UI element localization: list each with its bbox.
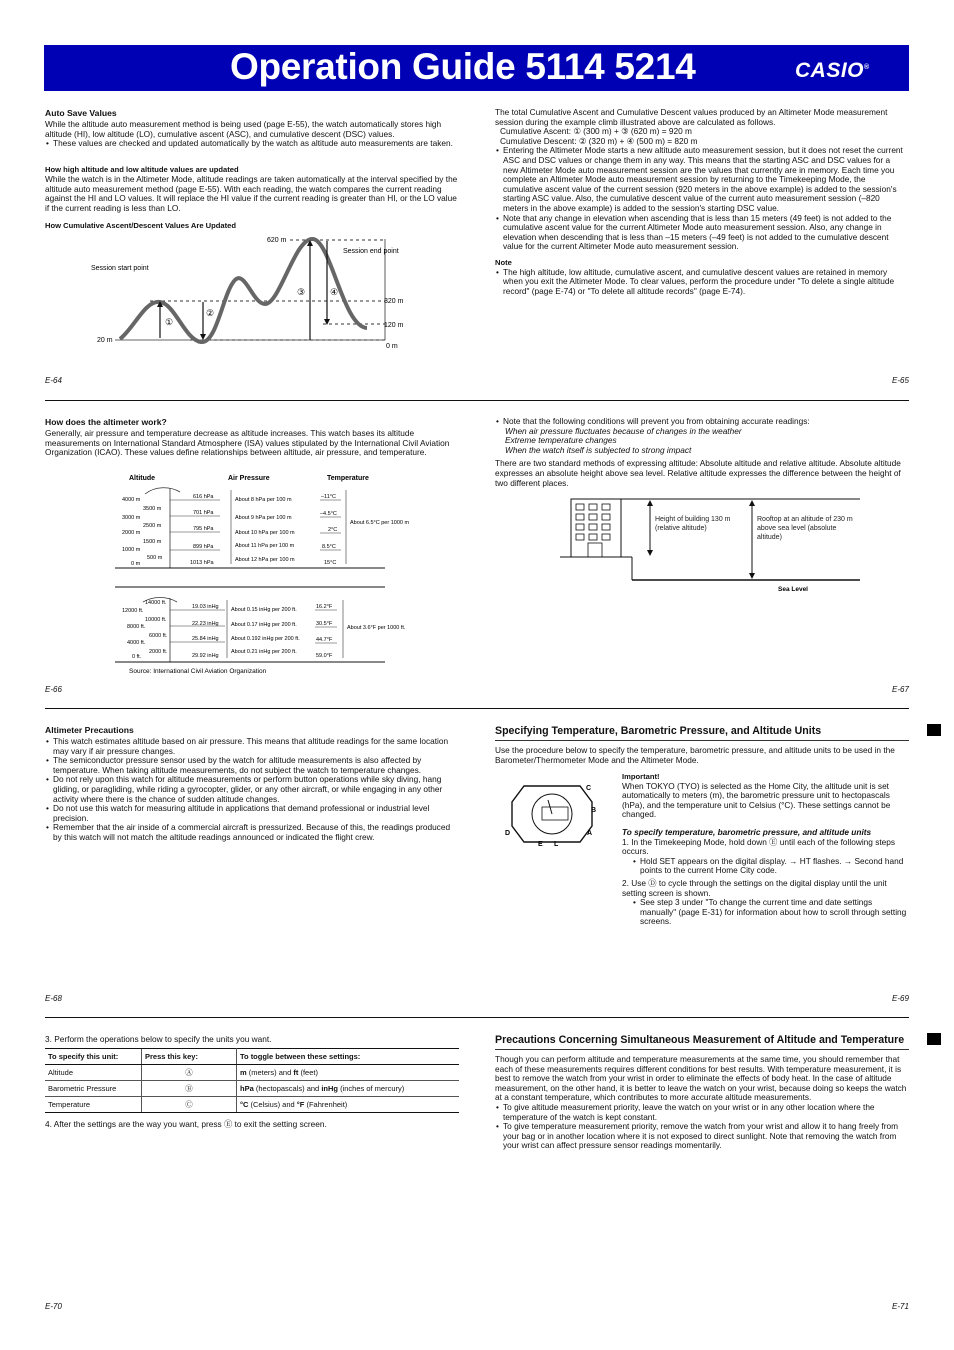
e65-bullet-3: • The high altitude, low altitude, cumulative ascent, and cumulative descent values are retained in memory when you exit the Altimeter Mode. To clear values, perform the procedure under "To delete a single altitude record" (page E-74) or "To delete all altitude records" (page E-74).	[503, 268, 907, 297]
row-unit: Altitude	[45, 1065, 142, 1081]
precautions-heading: Altimeter Precautions	[45, 725, 134, 735]
simultaneous-bullet-1: • To give altitude measurement priority, leave the watch on your wrist or in any other location where the temperature of the watch is kept constant.	[503, 1103, 907, 1122]
ft-alt-6000: 6000 ft.	[149, 633, 168, 639]
m-rate-9: About 9 hPa per 100 m	[235, 515, 292, 521]
specify-units-rule	[495, 740, 909, 741]
relative-arrowhead-bottom	[647, 550, 653, 556]
row-settings: hPa (hectopascals) and inHg (inches of mercury)	[237, 1081, 460, 1097]
th-settings: To toggle between these settings:	[237, 1049, 460, 1065]
e65-text	[495, 108, 907, 296]
precaution-4: • Do not use this watch for measuring altitude in applications that demand professional or industrial level precision.	[53, 804, 460, 823]
altimeter-work-text: Generally, air pressure and temperature decrease as altitude increases. This watch bases its altitude measurements on International Standard Atmosphere (ISA) values stipulated by the International Civil Aviation Organization (ICAO). These values define relationships between altitude, air pressure, and temperature.	[45, 428, 450, 458]
logo-reg: ®	[864, 64, 870, 71]
ft-temp-44: 44.7°F	[316, 637, 333, 643]
note-heading: Note	[495, 257, 512, 267]
section-tab-2	[927, 1033, 941, 1045]
condition-impact: When the watch itself is subjected to strong impact	[505, 444, 692, 455]
button-e-label: E	[538, 841, 543, 848]
m-hpa-1013: 1013 hPa	[190, 560, 214, 566]
auto-save-text	[45, 120, 460, 149]
label-circle-3: ③	[297, 287, 306, 297]
button-c-label: C	[586, 785, 592, 792]
step-1-detail: • Hold SET appears on the digital display. → HT flashes. → Second hand points to the current Home City code.	[640, 857, 908, 876]
cumulative-ascent-calc: Cumulative Ascent: ① (300 m) + ③ (620 m) = 920 m	[500, 126, 692, 137]
casio-logo	[795, 59, 870, 83]
page-number-e65: E-65	[892, 376, 909, 385]
page-title: Operation Guide 5114 5214	[230, 46, 696, 87]
ft-hg-19: 19.03 inHg	[192, 604, 219, 610]
label-620m: 620 m	[267, 237, 287, 244]
section-tab-1	[927, 724, 941, 736]
m-rate-12: About 12 hPa per 100 m	[235, 557, 295, 563]
ft-alt-0: 0 ft.	[132, 654, 142, 660]
col-altitude: Altitude	[129, 475, 156, 482]
ft-hg-29: 29.92 inHg	[192, 653, 219, 659]
m-temp-neg11: –11°C	[321, 494, 336, 500]
ft-alt-10000: 10000 ft.	[145, 617, 167, 623]
step-3: 3. Perform the operations below to specify the units you want.	[45, 1034, 272, 1044]
important-heading: Important!	[622, 772, 660, 781]
simultaneous-heading: Precautions Concerning Simultaneous Measurement of Altitude and Temperature	[495, 1034, 905, 1046]
important-box	[622, 772, 908, 927]
sea-level-label: Sea Level	[778, 586, 808, 593]
simultaneous-text	[495, 1055, 907, 1151]
step-4: 4. After the settings are the way you want, press Ⓔ to exit the setting screen.	[45, 1119, 327, 1129]
page-number-e70: E-70	[45, 1302, 62, 1311]
auto-save-para: While the altitude auto measurement method is being used (page E-55), the watch automatically stores high altitude (HI), low altitude (LO), cumulative ascent (ASC), and cumulative descent (DSC) values.	[45, 119, 442, 139]
ft-alt-8000: 8000 ft.	[127, 624, 146, 630]
specify-units-intro: Use the procedure below to specify the temperature, barometric pressure, and altitude units to be used in the Barometer/Thermometer Mode and the Altimeter Mode.	[495, 745, 895, 765]
absolute-arrowhead-top	[749, 500, 755, 506]
button-d-label: D	[505, 830, 511, 837]
m-alt-500: 500 m	[147, 555, 163, 561]
condition-weather: When air pressure fluctuates because of changes in the weather	[505, 425, 742, 436]
m-alt-2500: 2500 m	[143, 523, 162, 529]
absolute-label: Rooftop at an altitude of 230 m above sea level (absolute altitude)	[757, 516, 853, 541]
m-alt-0: 0 m	[131, 561, 141, 567]
relative-label-box	[655, 515, 750, 545]
ft-temp-30: 30.5°F	[316, 621, 333, 627]
e65-bullet-1: • Entering the Altimeter Mode starts a new altitude auto measurement session, but it does not reset the current ASC and DSC values or change them in any way. This means that the starting ASC and DSC values for a new Altimeter Mode auto measurement session are the values that currently are in memory. Each time you complete an Altimeter Mode auto measurement session by returning to the Timekeeping Mode, the cumulative ascent value of the current session (920 meters in the above example) is added to the session's starting ASC value. Also, the cumulative descent value of the current auto measurement session (–820 meters in the above example) is added to the session's starting DSC value.	[503, 146, 907, 213]
m-alt-4000: 4000 m	[122, 497, 141, 503]
step-1: 1. In the Timekeeping Mode, hold down Ⓔ until each of the following steps occurs.	[622, 836, 896, 857]
page-number-e69: E-69	[892, 994, 909, 1003]
row-key: Ⓑ	[142, 1081, 237, 1097]
col-temperature: Temperature	[327, 475, 369, 482]
ft-rate-015: About 0.15 inHg per 200 ft.	[231, 607, 297, 613]
button-b-label: B	[591, 807, 597, 814]
ft-rate-0192: About 0.192 inHg per 200 ft.	[231, 636, 300, 642]
top-curve-m	[145, 488, 180, 494]
source-note: Source: International Civil Aviation Organization	[129, 668, 267, 675]
ft-hg-22: 22.23 inHg	[192, 621, 219, 627]
altimeter-work-heading: How does the altimeter work?	[45, 417, 167, 427]
m-alt-1500: 1500 m	[143, 539, 162, 545]
label-20m: 20 m	[97, 337, 113, 344]
page-number-e66: E-66	[45, 685, 62, 694]
absolute-label-box	[757, 515, 857, 545]
precaution-1: • This watch estimates altitude based on air pressure. This means that altitude readings for the same location may vary if air pressure changes.	[53, 737, 460, 756]
label-0m: 0 m	[386, 343, 398, 350]
ft-temp-59: 59.0°F	[316, 653, 333, 659]
row-settings: °C (Celsius) and °F (Fahrenheit)	[237, 1097, 460, 1113]
divider-1	[45, 400, 909, 401]
m-hpa-701: 701 hPa	[193, 510, 214, 516]
cumulative-heading: How Cumulative Ascent/Descent Values Are Updated	[45, 221, 237, 230]
m-alt-3000: 3000 m	[122, 515, 141, 521]
altitude-methods-para: There are two standard methods of expressing altitude: Absolute altitude and relative altitude. Absolute altitude expresses an absolute height above sea level. Relative altitude expresses the difference between the height of two different places.	[495, 458, 901, 488]
table-row	[45, 1097, 459, 1113]
m-temp-2: 2°C	[328, 527, 338, 533]
page-number-e67: E-67	[892, 685, 909, 694]
page-number-e71: E-71	[892, 1302, 909, 1311]
simultaneous-bullet-2: • To give temperature measurement priority, remove the watch from your wrist and allow it to hang freely from your bag or in another location where it is not exposed to direct sunlight. Note that removing the watch from your wrist can affect pressure sensor readings momentarily.	[503, 1122, 907, 1151]
label-session-start: Session start point	[91, 265, 149, 272]
hi-lo-text: While the watch is in the Altimeter Mode, altitude readings are taken automatically at the interval specified by the altitude auto measurement method (page E-55). With each reading, the watch compares the current reading against the HI and LO values. It will replace the HI value if the current reading is greater than HI, or the LO value if the current reading is less than LO.	[45, 174, 458, 213]
e67-text	[495, 417, 907, 488]
step-2-detail: • See step 3 under "To change the current time and date settings manually" (page E-31) for information about how to scroll through setting screens.	[640, 898, 908, 927]
th-unit: To specify this unit:	[45, 1049, 142, 1065]
conditions-bullet: • Note that the following conditions will prevent you from obtaining accurate readings:	[503, 417, 907, 427]
ft-rate-017: About 0.17 inHg per 200 ft.	[231, 622, 297, 628]
ft-temp-rate: About 3.6°F per 1000 ft.	[347, 625, 406, 631]
specify-units-heading: Specifying Temperature, Barometric Pressure, and Altitude Units	[495, 725, 822, 737]
precautions-list	[45, 737, 460, 843]
m-alt-3500: 3500 m	[143, 506, 162, 512]
building-door	[588, 543, 602, 557]
col-air-pressure: Air Pressure	[228, 475, 270, 482]
page-number-e64: E-64	[45, 376, 62, 385]
altitude-climb-graph	[85, 232, 420, 350]
logo-text: CASIO	[795, 59, 865, 82]
m-rate-8: About 8 hPa per 100 m	[235, 497, 292, 503]
isa-table-graphic	[115, 470, 410, 680]
th-key: Press this key:	[142, 1049, 237, 1065]
watch-illustration	[502, 778, 602, 850]
hi-lo-heading: How high altitude and low altitude values are updated	[45, 165, 239, 174]
m-hpa-616: 616 hPa	[193, 494, 214, 500]
m-rate-10: About 10 hPa per 100 m	[235, 530, 295, 536]
procedure-heading: To specify temperature, barometric pressure, and altitude units	[622, 826, 872, 837]
row-settings: m (meters) and ft (feet)	[237, 1065, 460, 1081]
simultaneous-para: Though you can perform altitude and temperature measurements at the same time, you should remember that each of these measurements requires different conditions for best results. With temperature measurement, it is best to remove the watch from your wrist in order to eliminate the effects of body heat. In the case of altitude measurement, on the other hand, it is better to leave the watch on your wrist, because doing so keeps the watch at a constant temperature, which contributes to more accurate altitude measurements.	[495, 1054, 907, 1103]
units-table-header	[45, 1049, 459, 1065]
divider-2	[45, 708, 909, 709]
watch-display	[542, 807, 568, 820]
divider-3	[45, 1017, 909, 1018]
ft-rate-021: About 0.21 inHg per 200 ft.	[231, 649, 297, 655]
precaution-5: • Remember that the air inside of a commercial aircraft is pressurized. Because of this, the readings produced by this watch will not match the altitude readings announced or indicated the flight crew.	[53, 823, 460, 842]
m-alt-2000: 2000 m	[122, 530, 141, 536]
label-120m: 120 m	[384, 322, 404, 329]
building-outline	[571, 499, 621, 557]
row-unit: Temperature	[45, 1097, 142, 1113]
ft-hg-25: 25.84 inHg	[192, 636, 219, 642]
step-2: 2. Use Ⓓ to cycle through the settings on the digital display until the unit setting screen is shown.	[622, 877, 887, 898]
label-circle-1: ①	[165, 317, 174, 327]
simultaneous-rule	[495, 1049, 909, 1050]
header-banner	[44, 45, 909, 91]
m-temp-neg4: –4.5°C	[320, 511, 337, 517]
relative-label: Height of building 130 m (relative altitude)	[655, 516, 731, 532]
page-number-e68: E-68	[45, 994, 62, 1003]
e65-bullet-2: • Note that any change in elevation when ascending that is less than 15 meters (49 feet) is not added to the cumulative ascent value for the current Altimeter Mode auto measurement session. Also, any change in elevation when descending that is less than –15 meters (–49 feet) is not added to the cumulative descent value for the current Altimeter Mode auto measurement session.	[503, 214, 907, 252]
precaution-2: • The semiconductor pressure sensor used by the watch for altitude measurements is also affected by temperature. When taking altitude measurements, do not subject the watch to temperature changes.	[53, 756, 460, 775]
m-temp-8: 8.5°C	[322, 544, 336, 550]
label-session-end: Session end point	[343, 248, 399, 255]
row-key: Ⓒ	[142, 1097, 237, 1113]
auto-save-bullet: • These values are checked and updated automatically by the watch as altitude auto measurements are taken.	[53, 139, 460, 149]
table-row	[45, 1065, 459, 1081]
m-rate-11: About 11 hPa per 100 m	[235, 543, 295, 549]
row-unit: Barometric Pressure	[45, 1081, 142, 1097]
absolute-arrowhead-bottom	[749, 573, 755, 579]
important-text: When TOKYO (TYO) is selected as the Home City, the altitude unit is set automatically to meters (m), the barometric pressure unit to hectopascals (hPa), and the temperature unit to Celsius (°C). These settings cannot be changed.	[622, 780, 891, 820]
label-320m: 320 m	[384, 298, 404, 305]
units-table	[45, 1048, 459, 1113]
ft-alt-14000: 14000 ft.	[145, 600, 167, 606]
e65-intro: The total Cumulative Ascent and Cumulative Descent values produced by an Altimeter Mode measurement session during the example climb illustrated above are calculated as follows.	[495, 107, 888, 127]
condition-temperature: Extreme temperature changes	[505, 435, 617, 446]
m-temp-rate: About 6.5°C per 1000 m	[350, 520, 410, 526]
cumulative-descent-calc: Cumulative Descent: ② (320 m) + ④ (500 m) = 820 m	[500, 135, 698, 146]
m-hpa-795: 795 hPa	[193, 526, 214, 532]
button-l-label: L	[554, 841, 559, 848]
ft-alt-2000: 2000 ft.	[149, 649, 168, 655]
m-hpa-899: 899 hPa	[193, 544, 214, 550]
m-temp-15: 15°C	[324, 560, 337, 566]
auto-save-heading: Auto Save Values	[45, 108, 117, 118]
m-alt-1000: 1000 m	[122, 547, 141, 553]
building-altitude-diagram	[560, 495, 860, 597]
button-a-label: A	[587, 830, 593, 837]
relative-arrowhead-top	[647, 500, 653, 506]
ft-alt-4000: 4000 ft.	[127, 640, 146, 646]
precaution-3: • Do not rely upon this watch for altitude measurements or perform button operations while sky diving, hang gliding, or paragliding, while riding a gyrocopter, glider, or any other aircraft, or while engaging in any other activity where there is the chance of sudden altitude changes.	[53, 775, 460, 804]
label-circle-4: ④	[330, 287, 339, 297]
table-row	[45, 1081, 459, 1097]
ft-alt-12000: 12000 ft.	[122, 608, 144, 614]
building-windows	[576, 504, 610, 540]
ft-temp-16: 16.2°F	[316, 604, 333, 610]
row-key: Ⓐ	[142, 1065, 237, 1081]
label-circle-2: ②	[206, 308, 215, 318]
